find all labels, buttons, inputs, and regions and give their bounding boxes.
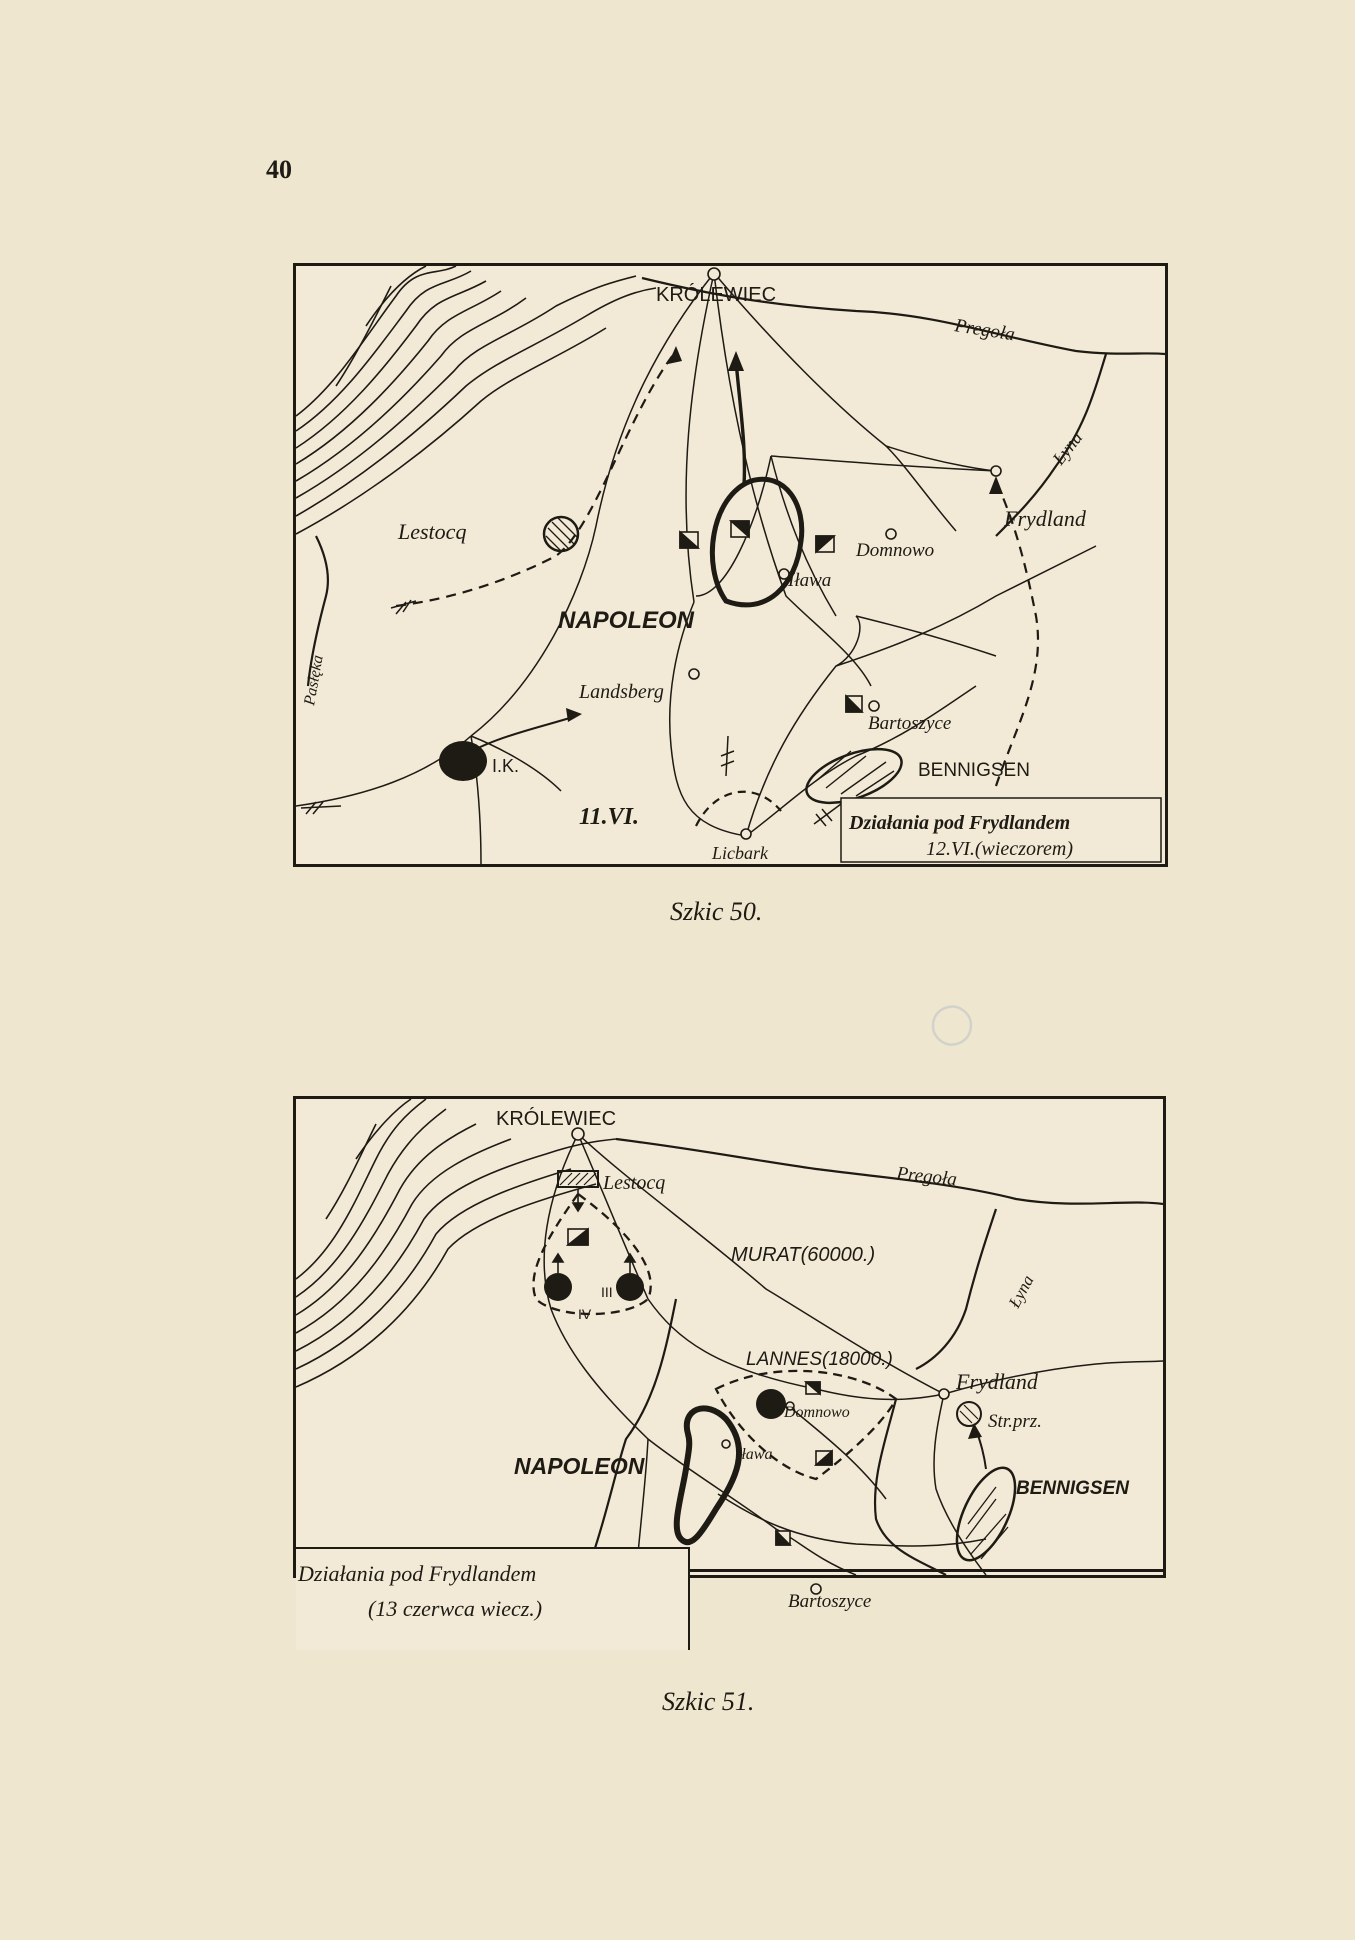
stamp-show-through: ◯ — [927, 998, 978, 1048]
label-lestocq: Lestocq — [398, 519, 467, 544]
rivers — [308, 278, 1165, 686]
town-krolewiec-icon — [708, 268, 720, 280]
label-pasleka: Pasłęka — [301, 653, 327, 707]
arrowhead-icon — [566, 708, 582, 722]
lannes-corps-icon — [756, 1389, 786, 1419]
label-napoleon: NAPOLEON — [558, 607, 695, 634]
label-landsberg: Landsberg — [579, 681, 664, 703]
legend-subtitle: (13 czerwca wiecz.) — [368, 1596, 543, 1621]
caption-sketch-50: Szkic 50. — [670, 897, 763, 926]
town-frydland-icon — [939, 1389, 949, 1399]
label-napoleon: NAPOLEON — [514, 1453, 645, 1479]
label-bartoszyce: Bartoszyce — [788, 1591, 872, 1612]
label-ilawa: Iława — [788, 570, 832, 591]
town-landsberg-icon — [689, 669, 699, 679]
label-bennigsen: BENNIGSEN — [918, 760, 1030, 781]
label-krolewiec: KRÓLEWIEC — [656, 284, 777, 306]
corps-iv-icon — [544, 1273, 572, 1301]
arrowhead-icon — [668, 346, 682, 364]
caption-sketch-51: Szkic 51. — [662, 1687, 755, 1716]
label-ilawa: Iława — [736, 1446, 773, 1463]
label-date: 11.VI. — [579, 804, 640, 830]
legend-title: Działania pod Frydlandem — [849, 812, 1071, 834]
label-lyna: Łyna — [1004, 1271, 1038, 1311]
label-corps-iv: IV — [578, 1306, 592, 1322]
label-bartoszyce: Bartoszyce — [868, 713, 952, 734]
label-str-prz: Str.prz. — [988, 1411, 1042, 1432]
label-pregola: Pregoła — [895, 1163, 958, 1191]
advance-guard-icon — [957, 1402, 981, 1426]
label-domnowo: Domnowo — [856, 540, 935, 561]
label-corps-iii: III — [601, 1284, 613, 1300]
label-lestocq: Lestocq — [603, 1172, 666, 1194]
label-bennigsen: BENNIGSEN — [1016, 1478, 1129, 1499]
small-arrows — [553, 1189, 635, 1273]
label-lyna: Łyna — [1048, 427, 1087, 469]
label-licbark: Licbark — [712, 843, 768, 863]
map-sketch-50-drawing — [296, 266, 1165, 864]
label-pregola: Pregoła — [953, 315, 1017, 346]
town-licbark-icon — [741, 829, 751, 839]
label-i-k: I.K. — [492, 756, 520, 776]
town-frydland-icon — [991, 466, 1001, 476]
corps-iii-icon — [616, 1273, 644, 1301]
arrowhead-icon — [728, 351, 744, 371]
label-frydland: Frydland — [956, 1369, 1038, 1394]
division-flags — [568, 1229, 832, 1545]
page-number: 40 — [266, 155, 292, 184]
label-lannes: LANNES(18000.) — [746, 1349, 893, 1370]
legend-title: Działania pod Frydlandem — [298, 1561, 537, 1586]
label-murat: MURAT(60000.) — [731, 1244, 876, 1266]
legend-box — [296, 1547, 690, 1650]
licbark-dashed-arc — [696, 792, 781, 826]
town-ilawa-icon — [722, 1440, 730, 1448]
town-bartoszyce-icon — [869, 701, 879, 711]
lestocq-march-arrow — [396, 351, 676, 606]
town-domnowo-icon — [886, 529, 896, 539]
lestocq-army-icon — [544, 517, 578, 551]
arrowhead-icon — [989, 476, 1003, 494]
label-krolewiec: KRÓLEWIEC — [496, 1108, 617, 1130]
coastline — [296, 266, 656, 534]
label-domnowo: Domnowo — [784, 1404, 850, 1421]
map-sketch-50 — [293, 263, 1168, 867]
legend-subtitle: 12.VI.(wieczorem) — [926, 838, 1073, 860]
napoleon-army-ring — [677, 1408, 739, 1542]
label-frydland: Frydland — [1004, 506, 1086, 531]
